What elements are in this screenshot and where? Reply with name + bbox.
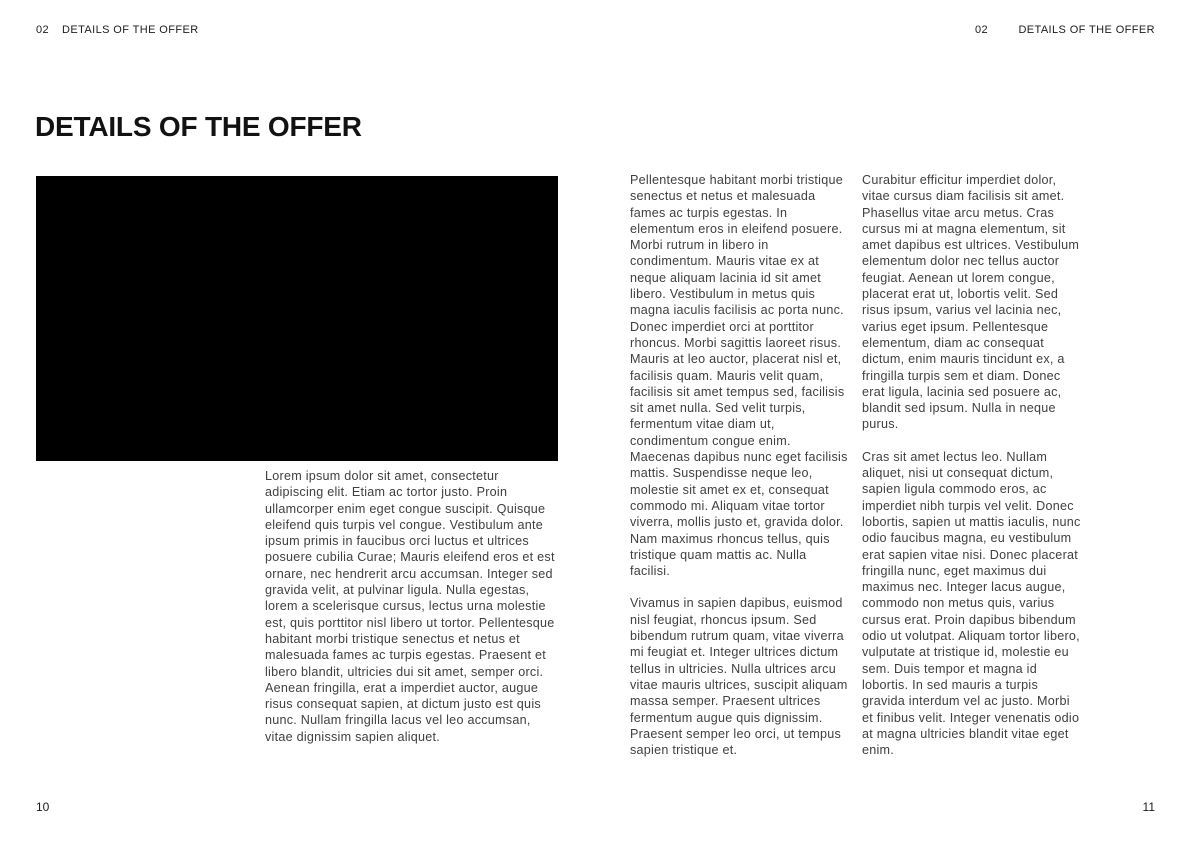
running-header-left-section-number: 02 <box>36 24 50 36</box>
running-header-right-section-number: 02 <box>975 24 989 36</box>
column-3-paragraph-1: Curabitur efficitur imperdiet dolor, vitae cursus diam facilisis sit amet. Phasellus vitae arcu metus. Cras cursus mi at magna elementum, sit amet dapibus est ultrices. Vestibulum elementum dolor nec tellus auctor feugiat. Aenean ut lorem congue, placerat erat ut, lobortis velit. Sed risus ipsum, varius vel lacinia nec, varius eget ipsum. Pellentesque elementum, diam ac consequat dictum, enim mauris tincidunt ex, a fringilla turpis sem et diam. Donec erat ligula, lacinia sed posuere ac, blandit sed ipsum. Nulla in neque purus. <box>862 173 1080 432</box>
page-number-left: 10 <box>36 800 50 814</box>
page-number-right: 11 <box>1142 800 1155 814</box>
column-1-paragraph-1: Lorem ipsum dolor sit amet, consectetur adipiscing elit. Etiam ac tortor justo. Proin ullamcorper enim eget congue suscipit. Quisque eleifend quis turpis vel congue. Vestibulum ante ipsum primis in faucibus orci luctus et ultrices posuere cubilia Curae; Mauris eleifend eros et est ornare, nec hendrerit arcu accumsan. Integer sed gravida velit, at pulvinar ligula. Nulla egestas, lorem a scelerisque cursus, lectus urna molestie est, quis porttitor nisl libero ut tortor. Pellentesque habitant morbi tristique senectus et netus et malesuada fames ac turpis egestas. Praesent et libero blandit, ultricies dui sit amet, semper orci. Aenean fringilla, erat a imperdiet auctor, augue risus consequat sapien, at dictum justo est quis nunc. Nullam fringilla lacus vel leo accumsan, vitae dignissim sapien aliquet. <box>265 469 555 744</box>
text-column-3 <box>862 172 1081 758</box>
text-column-2 <box>630 172 849 758</box>
column-2-paragraph-1: Pellentesque habitant morbi tristique senectus et netus et malesuada fames ac turpis egestas. In elementum eros in eleifend posuere. Morbi rutrum in libero in condimentum. Mauris vitae ex at neque aliquam lacinia id sit amet libero. Vestibulum in metus quis magna iaculis facilisis ac porta nunc. Donec imperdiet orci at porttitor rhoncus. Morbi sagittis laoreet risus. Mauris at leo auctor, placerat nisl et, facilisis quam. Mauris velit quam, facilisis sit amet tempus sed, facilisis sit amet nulla. Sed velit turpis, fermentum vitae diam ut, condimentum congue enim. Maecenas dapibus nunc eget facilisis mattis. Suspendisse neque leo, molestie sit amet ex et, consequat commodo mi. Aliquam vitae tortor viverra, mollis justo et, gravida dolor. Nam maximus rhoncus tellus, quis tristique quam mattis ac. Nulla facilisi. <box>630 173 848 579</box>
page-title: DETAILS OF THE OFFER <box>35 110 362 142</box>
column-2-paragraph-2: Vivamus in sapien dapibus, euismod nisl feugiat, rhoncus ipsum. Sed bibendum rutrum quam, vitae viverra mi feugiat et. Integer ultrices dictum tellus in ultricies. Nulla ultrices arcu vitae mauris ultrices, suscipit aliquam massa semper. Praesent ultrices fermentum augue quis dignissim. Praesent semper leo orci, ut tempus sapien tristique et. <box>630 596 848 758</box>
running-header-left-section-title: DETAILS OF THE OFFER <box>62 24 199 36</box>
text-column-1 <box>265 468 559 745</box>
column-3-paragraph-2: Cras sit amet lectus leo. Nullam aliquet, nisi ut consequat dictum, sapien ligula commodo eros, ac imperdiet nibh turpis vel velit. Donec lobortis, sapien ut mattis iaculis, nunc odio faucibus magna, eu vestibulum erat sapien vitae nisi. Donec placerat fringilla nunc, eget maximus dui maximus nec. Integer lacus augue, commodo non metus quis, varius cursus erat. Proin dapibus bibendum odio ut volutpat. Aliquam tortor libero, vulputate at tristique id, molestie eu sem. Duis tempor et magna id lobortis. In sed mauris a turpis gravida interdum vel ac justo. Morbi et finibus velit. Integer venenatis odio at magna ultricies blandit vitae eget enim. <box>862 449 1081 758</box>
running-header-right-section-title: DETAILS OF THE OFFER <box>1018 24 1155 36</box>
offer-image-placeholder <box>36 176 558 461</box>
